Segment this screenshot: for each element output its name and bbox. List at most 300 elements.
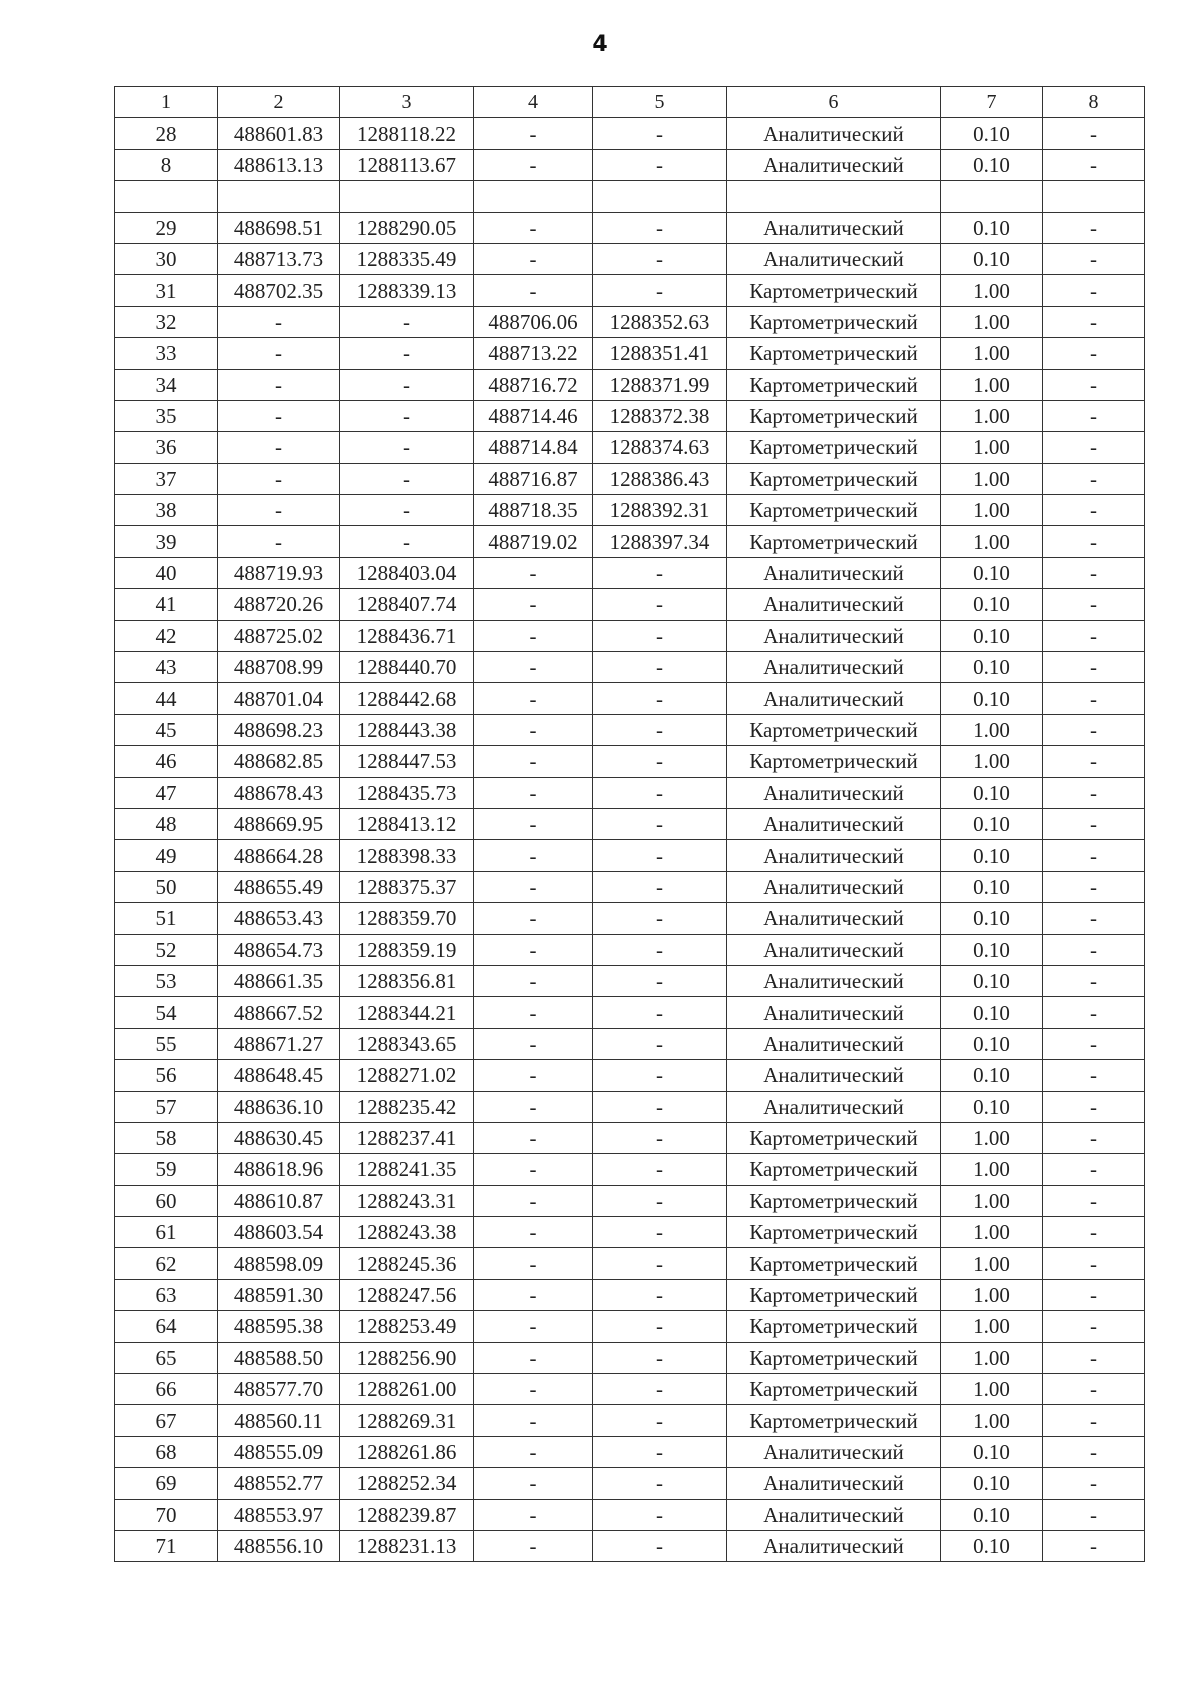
cell-note: - [1043,808,1145,839]
cell-method: Картометрический [727,306,941,337]
cell-y-coordinate-alt: - [593,149,727,180]
cell-y-coordinate-alt: - [593,1374,727,1405]
cell-x-coordinate-alt: - [474,1185,593,1216]
cell-accuracy: 1.00 [941,1279,1043,1310]
cell-accuracy: 1.00 [941,463,1043,494]
cell-x-coordinate: 488720.26 [218,589,340,620]
cell-point-number: 28 [115,118,218,149]
cell-x-coordinate-alt: - [474,589,593,620]
cell-note: - [1043,903,1145,934]
cell-accuracy: 0.10 [941,840,1043,871]
cell-note: - [1043,997,1145,1028]
cell-method: Аналитический [727,1530,941,1561]
cell-x-coordinate-alt: - [474,808,593,839]
cell-y-coordinate-alt: - [593,746,727,777]
cell-x-coordinate-alt: 488714.46 [474,400,593,431]
table-row [115,400,1145,431]
table-row [115,118,1145,149]
cell-y-coordinate-alt: - [593,1248,727,1279]
table-row [115,808,1145,839]
cell-y-coordinate-alt: - [593,243,727,274]
cell-method: Аналитический [727,1028,941,1059]
cell-y-coordinate-alt: - [593,903,727,934]
cell-note: - [1043,306,1145,337]
cell-x-coordinate-alt: - [474,965,593,996]
cell-method: Картометрический [727,746,941,777]
table-row [115,149,1145,180]
cell-x-coordinate-alt: - [474,557,593,588]
cell-x-coordinate: 488603.54 [218,1217,340,1248]
cell-y-coordinate: 1288440.70 [340,652,474,683]
cell-point-number: 65 [115,1342,218,1373]
cell-method: Картометрический [727,1342,941,1373]
cell-accuracy: 0.10 [941,1468,1043,1499]
cell-accuracy: 1.00 [941,432,1043,463]
cell-accuracy: 0.10 [941,1530,1043,1561]
cell-note: - [1043,432,1145,463]
cell-accuracy: 1.00 [941,1311,1043,1342]
cell-point-number: 56 [115,1060,218,1091]
cell-method: Картометрический [727,1279,941,1310]
cell-method: Аналитический [727,777,941,808]
cell-accuracy: 0.10 [941,1060,1043,1091]
cell-x-coordinate-alt: - [474,903,593,934]
cell-accuracy [941,181,1043,212]
cell-method: Картометрический [727,463,941,494]
cell-y-coordinate: 1288398.33 [340,840,474,871]
cell-accuracy: 0.10 [941,149,1043,180]
cell-x-coordinate: 488678.43 [218,777,340,808]
cell-y-coordinate-alt: - [593,808,727,839]
cell-y-coordinate: 1288435.73 [340,777,474,808]
cell-x-coordinate: - [218,400,340,431]
table-row [115,1248,1145,1279]
table-row [115,997,1145,1028]
cell-x-coordinate: - [218,495,340,526]
table-row [115,1499,1145,1530]
cell-method: Картометрический [727,1185,941,1216]
cell-note: - [1043,714,1145,745]
cell-x-coordinate: - [218,432,340,463]
table-row [115,369,1145,400]
cell-y-coordinate-alt: 1288372.38 [593,400,727,431]
table-row [115,746,1145,777]
cell-x-coordinate: 488588.50 [218,1342,340,1373]
cell-point-number: 45 [115,714,218,745]
cell-x-coordinate-alt: - [474,934,593,965]
cell-note: - [1043,1374,1145,1405]
table-row [115,1311,1145,1342]
cell-point-number: 67 [115,1405,218,1436]
cell-accuracy: 1.00 [941,306,1043,337]
cell-x-coordinate: 488725.02 [218,620,340,651]
cell-x-coordinate: 488713.73 [218,243,340,274]
header-cell-4: 4 [474,87,593,118]
cell-y-coordinate-alt: - [593,1122,727,1153]
cell-point-number: 32 [115,306,218,337]
cell-point-number: 31 [115,275,218,306]
cell-accuracy: 0.10 [941,652,1043,683]
cell-y-coordinate: 1288269.31 [340,1405,474,1436]
cell-x-coordinate: 488630.45 [218,1122,340,1153]
cell-x-coordinate-alt: - [474,118,593,149]
cell-note: - [1043,495,1145,526]
cell-y-coordinate: 1288290.05 [340,212,474,243]
cell-accuracy: 0.10 [941,934,1043,965]
cell-point-number: 55 [115,1028,218,1059]
cell-x-coordinate: 488613.13 [218,149,340,180]
cell-accuracy: 1.00 [941,1122,1043,1153]
cell-x-coordinate: 488661.35 [218,965,340,996]
cell-x-coordinate-alt: - [474,997,593,1028]
cell-y-coordinate: 1288344.21 [340,997,474,1028]
cell-method: Картометрический [727,432,941,463]
cell-point-number: 51 [115,903,218,934]
cell-accuracy: 0.10 [941,118,1043,149]
cell-y-coordinate-alt: - [593,934,727,965]
cell-accuracy: 1.00 [941,400,1043,431]
cell-y-coordinate: 1288413.12 [340,808,474,839]
cell-point-number: 39 [115,526,218,557]
cell-y-coordinate-alt: - [593,589,727,620]
cell-y-coordinate: 1288247.56 [340,1279,474,1310]
cell-accuracy: 1.00 [941,1374,1043,1405]
cell-x-coordinate-alt: - [474,777,593,808]
cell-note: - [1043,1468,1145,1499]
cell-y-coordinate-alt: - [593,1060,727,1091]
cell-note: - [1043,1342,1145,1373]
cell-y-coordinate-alt: 1288392.31 [593,495,727,526]
cell-accuracy: 0.10 [941,1091,1043,1122]
cell-method: Аналитический [727,934,941,965]
cell-method: Аналитический [727,683,941,714]
cell-method: Картометрический [727,1405,941,1436]
cell-point-number: 43 [115,652,218,683]
cell-y-coordinate: - [340,400,474,431]
cell-accuracy: 0.10 [941,212,1043,243]
cell-accuracy: 0.10 [941,589,1043,620]
cell-accuracy: 1.00 [941,1217,1043,1248]
cell-x-coordinate: 488560.11 [218,1405,340,1436]
table-row [115,1374,1145,1405]
cell-y-coordinate: 1288447.53 [340,746,474,777]
cell-method: Аналитический [727,149,941,180]
cell-y-coordinate-alt: - [593,557,727,588]
cell-x-coordinate: 488682.85 [218,746,340,777]
page-number: 4 [592,32,608,57]
cell-method: Аналитический [727,840,941,871]
cell-note: - [1043,1122,1145,1153]
cell-y-coordinate: - [340,463,474,494]
cell-y-coordinate-alt: - [593,777,727,808]
cell-x-coordinate-alt: - [474,746,593,777]
cell-x-coordinate-alt: - [474,652,593,683]
cell-x-coordinate: - [218,338,340,369]
cell-point-number: 47 [115,777,218,808]
table-row [115,1154,1145,1185]
cell-point-number: 41 [115,589,218,620]
cell-x-coordinate [218,181,340,212]
cell-method: Аналитический [727,965,941,996]
cell-x-coordinate: - [218,526,340,557]
table-row [115,714,1145,745]
header-cell-1: 1 [115,87,218,118]
cell-y-coordinate-alt: - [593,1405,727,1436]
coordinates-table [114,86,1145,1562]
cell-note: - [1043,243,1145,274]
cell-y-coordinate-alt: - [593,212,727,243]
cell-method: Аналитический [727,243,941,274]
table-row [115,965,1145,996]
cell-note: - [1043,1091,1145,1122]
cell-method: Картометрический [727,1154,941,1185]
cell-x-coordinate: 488555.09 [218,1436,340,1467]
cell-y-coordinate-alt: - [593,1530,727,1561]
cell-note: - [1043,1311,1145,1342]
cell-note: - [1043,589,1145,620]
cell-x-coordinate: 488577.70 [218,1374,340,1405]
cell-method: Аналитический [727,808,941,839]
cell-x-coordinate-alt: - [474,714,593,745]
cell-point-number: 46 [115,746,218,777]
cell-y-coordinate-alt: - [593,965,727,996]
table-row [115,275,1145,306]
cell-x-coordinate-alt: - [474,1530,593,1561]
table-row [115,1091,1145,1122]
table-row [115,903,1145,934]
cell-x-coordinate: 488664.28 [218,840,340,871]
cell-accuracy: 0.10 [941,808,1043,839]
cell-note: - [1043,526,1145,557]
header-cell-2: 2 [218,87,340,118]
cell-y-coordinate: 1288442.68 [340,683,474,714]
cell-x-coordinate: 488610.87 [218,1185,340,1216]
cell-accuracy: 0.10 [941,1499,1043,1530]
cell-accuracy: 0.10 [941,1436,1043,1467]
cell-method: Картометрический [727,369,941,400]
cell-y-coordinate: 1288237.41 [340,1122,474,1153]
cell-method: Аналитический [727,871,941,902]
cell-y-coordinate-alt: - [593,1091,727,1122]
cell-y-coordinate: 1288375.37 [340,871,474,902]
cell-method: Аналитический [727,1091,941,1122]
cell-accuracy: 1.00 [941,1185,1043,1216]
cell-x-coordinate-alt: - [474,1060,593,1091]
cell-y-coordinate [340,181,474,212]
cell-note: - [1043,463,1145,494]
cell-x-coordinate-alt: 488706.06 [474,306,593,337]
cell-point-number: 37 [115,463,218,494]
cell-note: - [1043,1279,1145,1310]
table-row [115,557,1145,588]
cell-note: - [1043,369,1145,400]
cell-x-coordinate-alt: - [474,149,593,180]
cell-method: Картометрический [727,400,941,431]
cell-note: - [1043,620,1145,651]
cell-accuracy: 1.00 [941,495,1043,526]
cell-point-number: 36 [115,432,218,463]
cell-y-coordinate-alt: - [593,1154,727,1185]
cell-y-coordinate: - [340,432,474,463]
cell-x-coordinate: - [218,369,340,400]
cell-x-coordinate-alt: - [474,1405,593,1436]
cell-note: - [1043,777,1145,808]
cell-accuracy: 1.00 [941,1154,1043,1185]
cell-point-number: 57 [115,1091,218,1122]
cell-y-coordinate: 1288271.02 [340,1060,474,1091]
cell-method [727,181,941,212]
cell-note: - [1043,840,1145,871]
cell-accuracy: 1.00 [941,1342,1043,1373]
cell-point-number: 70 [115,1499,218,1530]
cell-x-coordinate-alt: - [474,243,593,274]
cell-method: Аналитический [727,1468,941,1499]
cell-x-coordinate-alt: - [474,1311,593,1342]
cell-note: - [1043,871,1145,902]
cell-note [1043,181,1145,212]
cell-x-coordinate-alt: - [474,275,593,306]
cell-y-coordinate: 1288335.49 [340,243,474,274]
cell-method: Аналитический [727,589,941,620]
header-cell-6: 6 [727,87,941,118]
cell-y-coordinate: 1288261.86 [340,1436,474,1467]
cell-x-coordinate-alt: 488713.22 [474,338,593,369]
cell-point-number: 38 [115,495,218,526]
cell-y-coordinate-alt: 1288352.63 [593,306,727,337]
cell-accuracy: 1.00 [941,746,1043,777]
cell-point-number: 50 [115,871,218,902]
cell-accuracy: 0.10 [941,997,1043,1028]
cell-x-coordinate-alt: 488716.87 [474,463,593,494]
cell-point-number: 54 [115,997,218,1028]
table-row [115,1342,1145,1373]
cell-accuracy: 1.00 [941,714,1043,745]
cell-y-coordinate: - [340,495,474,526]
header-cell-8: 8 [1043,87,1145,118]
cell-method: Картометрический [727,1311,941,1342]
cell-x-coordinate-alt: - [474,1342,593,1373]
cell-point-number: 48 [115,808,218,839]
cell-y-coordinate-alt: - [593,714,727,745]
cell-method: Картометрический [727,1248,941,1279]
table-row [115,212,1145,243]
cell-x-coordinate: 488648.45 [218,1060,340,1091]
cell-point-number: 58 [115,1122,218,1153]
cell-y-coordinate-alt: - [593,871,727,902]
table-row [115,652,1145,683]
cell-x-coordinate-alt: - [474,1436,593,1467]
cell-point-number: 40 [115,557,218,588]
cell-note: - [1043,212,1145,243]
cell-x-coordinate-alt: - [474,1279,593,1310]
cell-note: - [1043,1060,1145,1091]
cell-y-coordinate: 1288261.00 [340,1374,474,1405]
cell-accuracy: 0.10 [941,903,1043,934]
cell-method: Аналитический [727,997,941,1028]
table-row [115,1122,1145,1153]
cell-note: - [1043,746,1145,777]
cell-x-coordinate: 488552.77 [218,1468,340,1499]
cell-y-coordinate-alt: - [593,1185,727,1216]
cell-y-coordinate: 1288343.65 [340,1028,474,1059]
table-row [115,1060,1145,1091]
cell-y-coordinate-alt: - [593,1436,727,1467]
cell-x-coordinate: 488708.99 [218,652,340,683]
cell-point-number: 53 [115,965,218,996]
cell-note: - [1043,149,1145,180]
cell-x-coordinate-alt: - [474,683,593,714]
cell-x-coordinate-alt: - [474,1154,593,1185]
table-row [115,181,1145,212]
table-row [115,1279,1145,1310]
cell-method: Аналитический [727,620,941,651]
cell-x-coordinate: 488669.95 [218,808,340,839]
cell-y-coordinate: 1288403.04 [340,557,474,588]
cell-point-number: 68 [115,1436,218,1467]
cell-method: Аналитический [727,652,941,683]
cell-y-coordinate-alt: - [593,1311,727,1342]
cell-x-coordinate-alt: - [474,212,593,243]
cell-point-number: 52 [115,934,218,965]
cell-note: - [1043,1436,1145,1467]
table-row [115,683,1145,714]
cell-y-coordinate: 1288407.74 [340,589,474,620]
cell-method: Картометрический [727,1217,941,1248]
cell-y-coordinate-alt: - [593,652,727,683]
cell-y-coordinate: 1288243.31 [340,1185,474,1216]
cell-note: - [1043,275,1145,306]
cell-y-coordinate: 1288245.36 [340,1248,474,1279]
cell-note: - [1043,1185,1145,1216]
cell-note: - [1043,1530,1145,1561]
cell-y-coordinate-alt: 1288386.43 [593,463,727,494]
cell-x-coordinate-alt: - [474,1028,593,1059]
cell-point-number: 62 [115,1248,218,1279]
table-row [115,777,1145,808]
cell-y-coordinate-alt: - [593,997,727,1028]
cell-accuracy: 0.10 [941,620,1043,651]
cell-method: Картометрический [727,1374,941,1405]
cell-point-number: 71 [115,1530,218,1561]
cell-point-number: 60 [115,1185,218,1216]
cell-method: Аналитический [727,118,941,149]
cell-y-coordinate: 1288118.22 [340,118,474,149]
cell-point-number: 33 [115,338,218,369]
cell-note: - [1043,965,1145,996]
cell-point-number: 59 [115,1154,218,1185]
cell-note: - [1043,338,1145,369]
cell-note: - [1043,683,1145,714]
cell-x-coordinate: 488553.97 [218,1499,340,1530]
cell-accuracy: 1.00 [941,1248,1043,1279]
cell-method: Картометрический [727,338,941,369]
cell-x-coordinate-alt: - [474,620,593,651]
cell-point-number: 34 [115,369,218,400]
cell-x-coordinate: - [218,463,340,494]
cell-y-coordinate: 1288443.38 [340,714,474,745]
cell-y-coordinate: 1288241.35 [340,1154,474,1185]
cell-y-coordinate: - [340,338,474,369]
cell-x-coordinate: - [218,306,340,337]
cell-accuracy: 1.00 [941,275,1043,306]
table-row [115,1217,1145,1248]
table-row [115,840,1145,871]
table-row [115,338,1145,369]
cell-y-coordinate-alt: 1288351.41 [593,338,727,369]
cell-x-coordinate-alt: - [474,1468,593,1499]
cell-y-coordinate: 1288231.13 [340,1530,474,1561]
table-row [115,1405,1145,1436]
